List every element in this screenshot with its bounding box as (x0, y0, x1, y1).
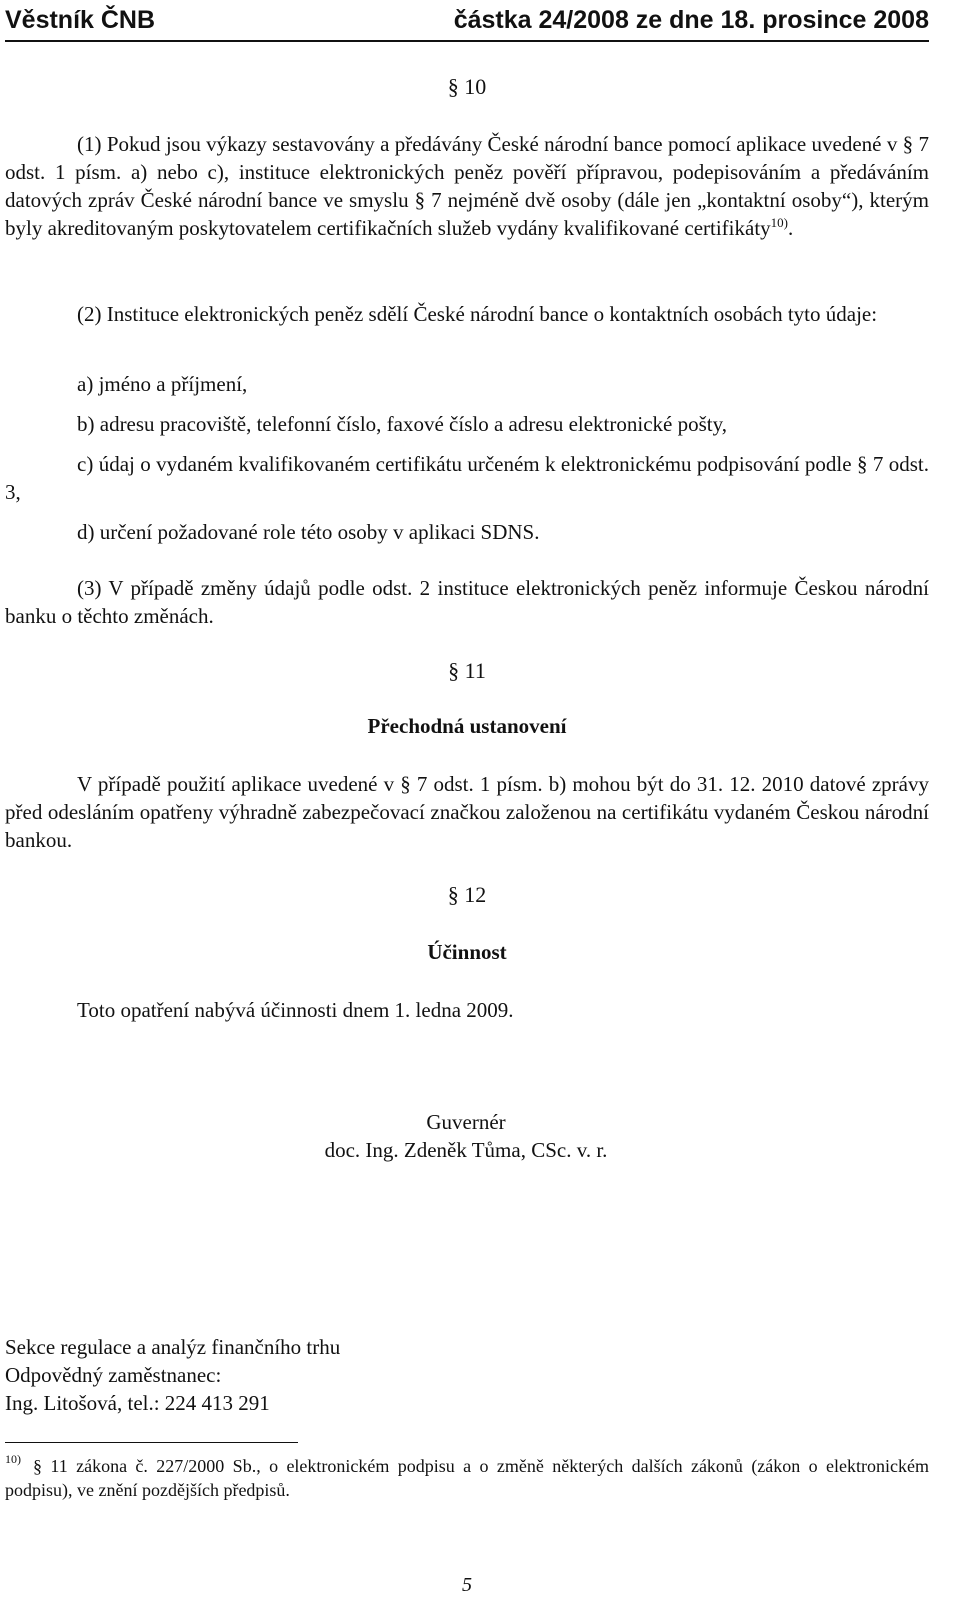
signature-name: doc. Ing. Zdeněk Tůma, CSc. v. r. (324, 1138, 608, 1162)
paragraph-1-end: . (788, 216, 794, 240)
list-item-b: b) adresu pracoviště, telefonní číslo, faxové číslo a adresu elektronické pošty, (77, 412, 727, 436)
page-header (5, 4, 929, 42)
section-10-heading: § 10 (447, 74, 487, 99)
journal-title: Věstník ČNB (5, 6, 156, 34)
list-item-c: c) údaj o vydaném kvalifikovaném certifikátu určeném k elektronickému podpisování podle § 7 odst. 3, (5, 452, 929, 504)
section-11-text: V případě použití aplikace uvedené v § 7 odst. 1 písm. b) mohou být do 31. 12. 2010 datové zprávy před odesláním opatřeny výhradně zabezpečovací značkou založenou na certifikátu vydaném Českou národní bankou. (5, 772, 929, 852)
footnote-text: § 11 zákona č. 227/2000 Sb., o elektronickém podpisu a o změně některých dalších zákonů (zákon o elektronickém podpisu), ve znění pozdějších předpisů. (5, 1456, 929, 1500)
section-10-paragraph-3: (3) V případě změny údajů podle odst. 2 instituce elektronických peněz informuje Českou národní banku o těchto změnách. (5, 576, 929, 628)
list-item-d: d) určení požadované role této osoby v aplikaci SDNS. (77, 520, 540, 544)
page-number: 5 (462, 1574, 472, 1596)
section-11-heading: § 11 (448, 658, 486, 683)
issue-info: částka 24/2008 ze dne 18. prosince 2008 (453, 6, 929, 34)
section-12-text: Toto opatření nabývá účinnosti dnem 1. ledna 2009. (77, 998, 514, 1022)
footnote-ref: 10) (770, 215, 789, 230)
footnote-separator (5, 1442, 298, 1443)
list-item-a: a) jméno a příjmení, (77, 372, 248, 396)
section-12-title: Účinnost (427, 940, 507, 964)
section-11-title: Přechodná ustanovení (367, 714, 567, 738)
contact-label: Odpovědný zaměstnanec: (5, 1363, 222, 1387)
contact-department: Sekce regulace a analýz finančního trhu (5, 1335, 341, 1359)
paragraph-1-text: (1) Pokud jsou výkazy sestavovány a předávány České národní bance pomocí aplikace uvedené v § 7 odst. 1 písm. a) nebo c), instituce elektronických peněz pověří přípravou, podepisováním a předáváním datových zpráv České národní bance ve smyslu § 7 nejméně dvě osoby (dále jen „kontaktní osoby“), kterým byly akreditovaným poskytovatelem certifikačních služeb vydány kvalifikované certifikáty (5, 132, 929, 240)
section-10-paragraph-2: (2) Instituce elektronických peněz sdělí České národní bance o kontaktních osobách tyto údaje: (77, 302, 878, 326)
footnote-mark: 10) (5, 1452, 21, 1466)
section-10-paragraph-1 (5, 130, 929, 242)
section-12-heading: § 12 (447, 882, 487, 907)
signature-role: Guvernér (426, 1110, 506, 1134)
contact-person: Ing. Litošová, tel.: 224 413 291 (5, 1391, 270, 1415)
